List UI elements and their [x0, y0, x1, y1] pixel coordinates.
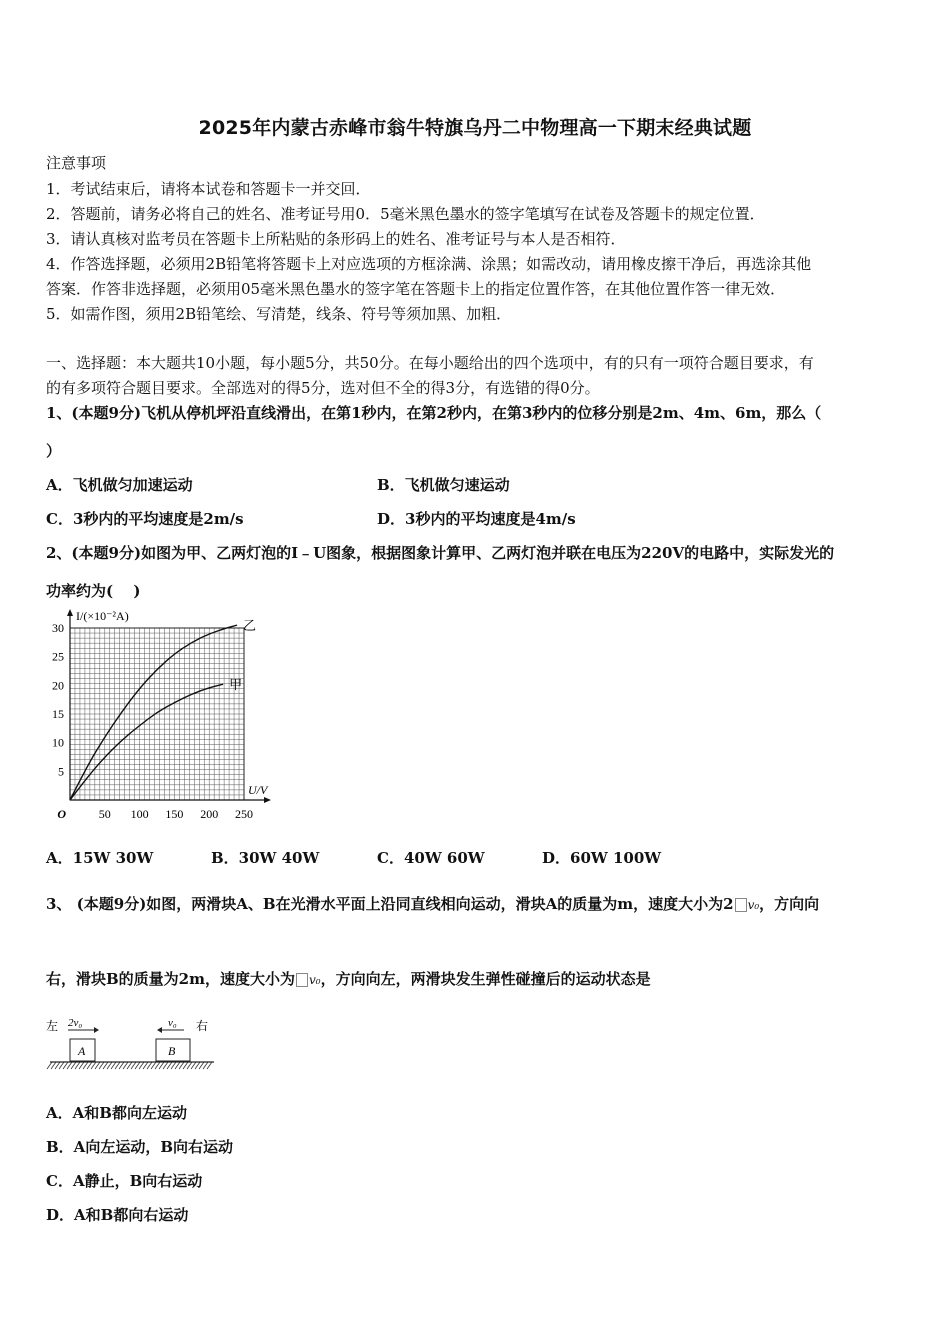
hatch-line [123, 1062, 128, 1069]
q3-stem [46, 893, 819, 914]
hatch-line [111, 1062, 116, 1069]
y-tick-label: 20 [52, 678, 64, 693]
block-a-label: A [78, 1044, 86, 1058]
arrow-head-icon [94, 1027, 99, 1033]
hatch-line [199, 1062, 204, 1069]
notice-item: 5．如需作图，须用2B铅笔绘、写清楚，线条、符号等须加黑、加粗． [46, 305, 512, 323]
right-label: 右 [196, 1019, 209, 1033]
hatch-line [191, 1062, 196, 1069]
section-intro: 的有多项符合题目要求。全部选对的得5分，选对但不全的得3分，有选错的得0分。 [46, 379, 600, 397]
left-label: 左 [46, 1019, 59, 1033]
hatch-line [135, 1062, 140, 1069]
q1-stem: 1、(本题9分)飞机从停机坪沿直线滑出，在第1秒内，在第2秒内，在第3秒内的位移分别是2m、4m、6m，那么（ [46, 404, 822, 422]
hatch-line [91, 1062, 96, 1069]
y-axis-label: I/(×10⁻²A) [76, 609, 129, 623]
q1-option-d: D．3秒内的平均速度是4m/s [377, 510, 576, 528]
hatch-line [159, 1062, 164, 1069]
x-tick-label: 150 [165, 807, 184, 821]
hatch-line [95, 1062, 100, 1069]
missing-glyph-icon [735, 898, 747, 912]
notice-item: 1．考试结束后，请将本试卷和答题卡一并交回． [46, 180, 371, 198]
hatch-line [175, 1062, 180, 1069]
hatch-line [115, 1062, 120, 1069]
hatch-line [163, 1062, 168, 1069]
q3-option-b: B．A向左运动，B向右运动 [46, 1138, 233, 1156]
iu-chart [44, 606, 274, 826]
q2-option-c: C．40W 60W [377, 849, 485, 867]
hatch-line [187, 1062, 192, 1069]
hatch-line [127, 1062, 132, 1069]
arrow-head-icon [157, 1027, 162, 1033]
hatch-line [147, 1062, 152, 1069]
hatch-line [143, 1062, 148, 1069]
hatch-line [155, 1062, 160, 1069]
notice-item: 4．作答选择题，必须用2B铅笔将答题卡上对应选项的方框涂满、涂黑；如需改动，请用橡皮擦干净后，再选涂其他 [46, 255, 812, 273]
q3-stem-part: 3、 (本题9分)如图，两滑块A、B在光滑水平面上沿同直线相向运动，滑块A的质量为m，速度大小为2 [46, 895, 734, 913]
collision-figure [44, 1012, 219, 1074]
hatch-line [119, 1062, 124, 1069]
page-title: 2025年内蒙古赤峰市翁牛特旗乌丹二中物理高一下期末经典试题 [198, 117, 752, 139]
hatch-line [71, 1062, 76, 1069]
velocity-a-label: 2v₀ [68, 1017, 83, 1029]
hatch-line [103, 1062, 108, 1069]
y-tick-label: 5 [58, 764, 64, 779]
hatch-line [83, 1062, 88, 1069]
hatch-line [151, 1062, 156, 1069]
q3-stem-part: 右，滑块B的质量为2m，速度大小为 [46, 970, 295, 988]
hatch-line [183, 1062, 188, 1069]
notice-item: 2．答题前，请务必将自己的姓名、准考证号用0．5毫米黑色墨水的签字笔填写在试卷及答题卡的规定位置． [46, 205, 765, 223]
x-tick-label: 250 [235, 807, 253, 821]
v0-symbol: v₀ [747, 898, 760, 912]
missing-glyph-icon [296, 973, 308, 987]
x-tick-label: 100 [130, 807, 149, 821]
hatch-line [195, 1062, 200, 1069]
hatch-line [55, 1062, 60, 1069]
hatch-line [167, 1062, 172, 1069]
notice-item: 3．请认真核对监考员在答题卡上所粘贴的条形码上的姓名、准考证号与本人是否相符． [46, 230, 626, 248]
velocity-b-label: v₀ [168, 1017, 177, 1029]
y-axis-arrow-icon [67, 609, 73, 616]
q1-stem-end: ） [46, 442, 62, 460]
hatch-line [79, 1062, 84, 1069]
q3-option-a: A．A和B都向左运动 [46, 1104, 187, 1122]
q1-option-a: A．飞机做匀加速运动 [46, 476, 193, 494]
y-tick-label: 10 [52, 735, 64, 750]
hatch-line [107, 1062, 112, 1069]
hatch-line [179, 1062, 184, 1069]
hatch-line [139, 1062, 144, 1069]
section-intro: 一、选择题：本大题共10小题，每小题5分，共50分。在每小题给出的四个选项中，有的只有一项符合题目要求，有 [46, 354, 814, 372]
q1-option-c: C．3秒内的平均速度是2m/s [46, 510, 244, 528]
notice-heading: 注意事项 [46, 154, 107, 172]
hatch-line [67, 1062, 72, 1069]
q2-option-d: D．60W 100W [542, 849, 662, 867]
hatch-line [47, 1062, 52, 1069]
hatch-line [51, 1062, 56, 1069]
y-tick-label: 25 [52, 649, 64, 664]
q3-stem-part: ，方向向左，两滑块发生弹性碰撞后的运动状态是 [320, 970, 651, 988]
ground-hatch [47, 1062, 212, 1069]
x-axis-arrow-icon [264, 797, 271, 803]
x-tick-label: 50 [98, 807, 111, 821]
q3-stem-line2 [46, 968, 651, 989]
series-line-甲 [70, 684, 223, 800]
series-label: 甲 [229, 677, 243, 693]
q2-stem-end: 功率约为( ) [46, 582, 141, 600]
x-axis-label: U/V [248, 783, 268, 797]
origin-label: O [57, 807, 66, 821]
y-tick-label: 15 [52, 707, 64, 721]
q3-stem-part: ，方向向 [759, 895, 820, 913]
v0-symbol: v₀ [309, 973, 321, 987]
hatch-line [99, 1062, 104, 1069]
q2-option-b: B．30W 40W [211, 849, 320, 867]
hatch-line [207, 1062, 212, 1069]
q1-option-b: B．飞机做匀速运动 [377, 476, 510, 494]
notice-item: 答案．作答非选择题，必须用05毫米黑色墨水的签字笔在答题卡上的指定位置作答，在其他位置作答一律无效． [46, 280, 786, 298]
series-label: 乙 [243, 618, 257, 634]
q3-option-d: D．A和B都向右运动 [46, 1206, 189, 1224]
q2-option-a: A．15W 30W [46, 849, 154, 867]
block-b-label: B [168, 1044, 176, 1058]
hatch-line [75, 1062, 80, 1069]
q2-stem: 2、(本题9分)如图为甲、乙两灯泡的I﹣U图象，根据图象计算甲、乙两灯泡并联在电压为220V的电路中，实际发光的 [46, 544, 835, 562]
q3-option-c: C．A静止，B向右运动 [46, 1172, 203, 1190]
hatch-line [63, 1062, 68, 1069]
hatch-line [203, 1062, 208, 1069]
hatch-line [59, 1062, 64, 1069]
x-tick-label: 200 [200, 807, 219, 821]
hatch-line [171, 1062, 176, 1069]
hatch-line [131, 1062, 136, 1069]
hatch-line [87, 1062, 92, 1069]
y-tick-label: 30 [52, 621, 64, 635]
